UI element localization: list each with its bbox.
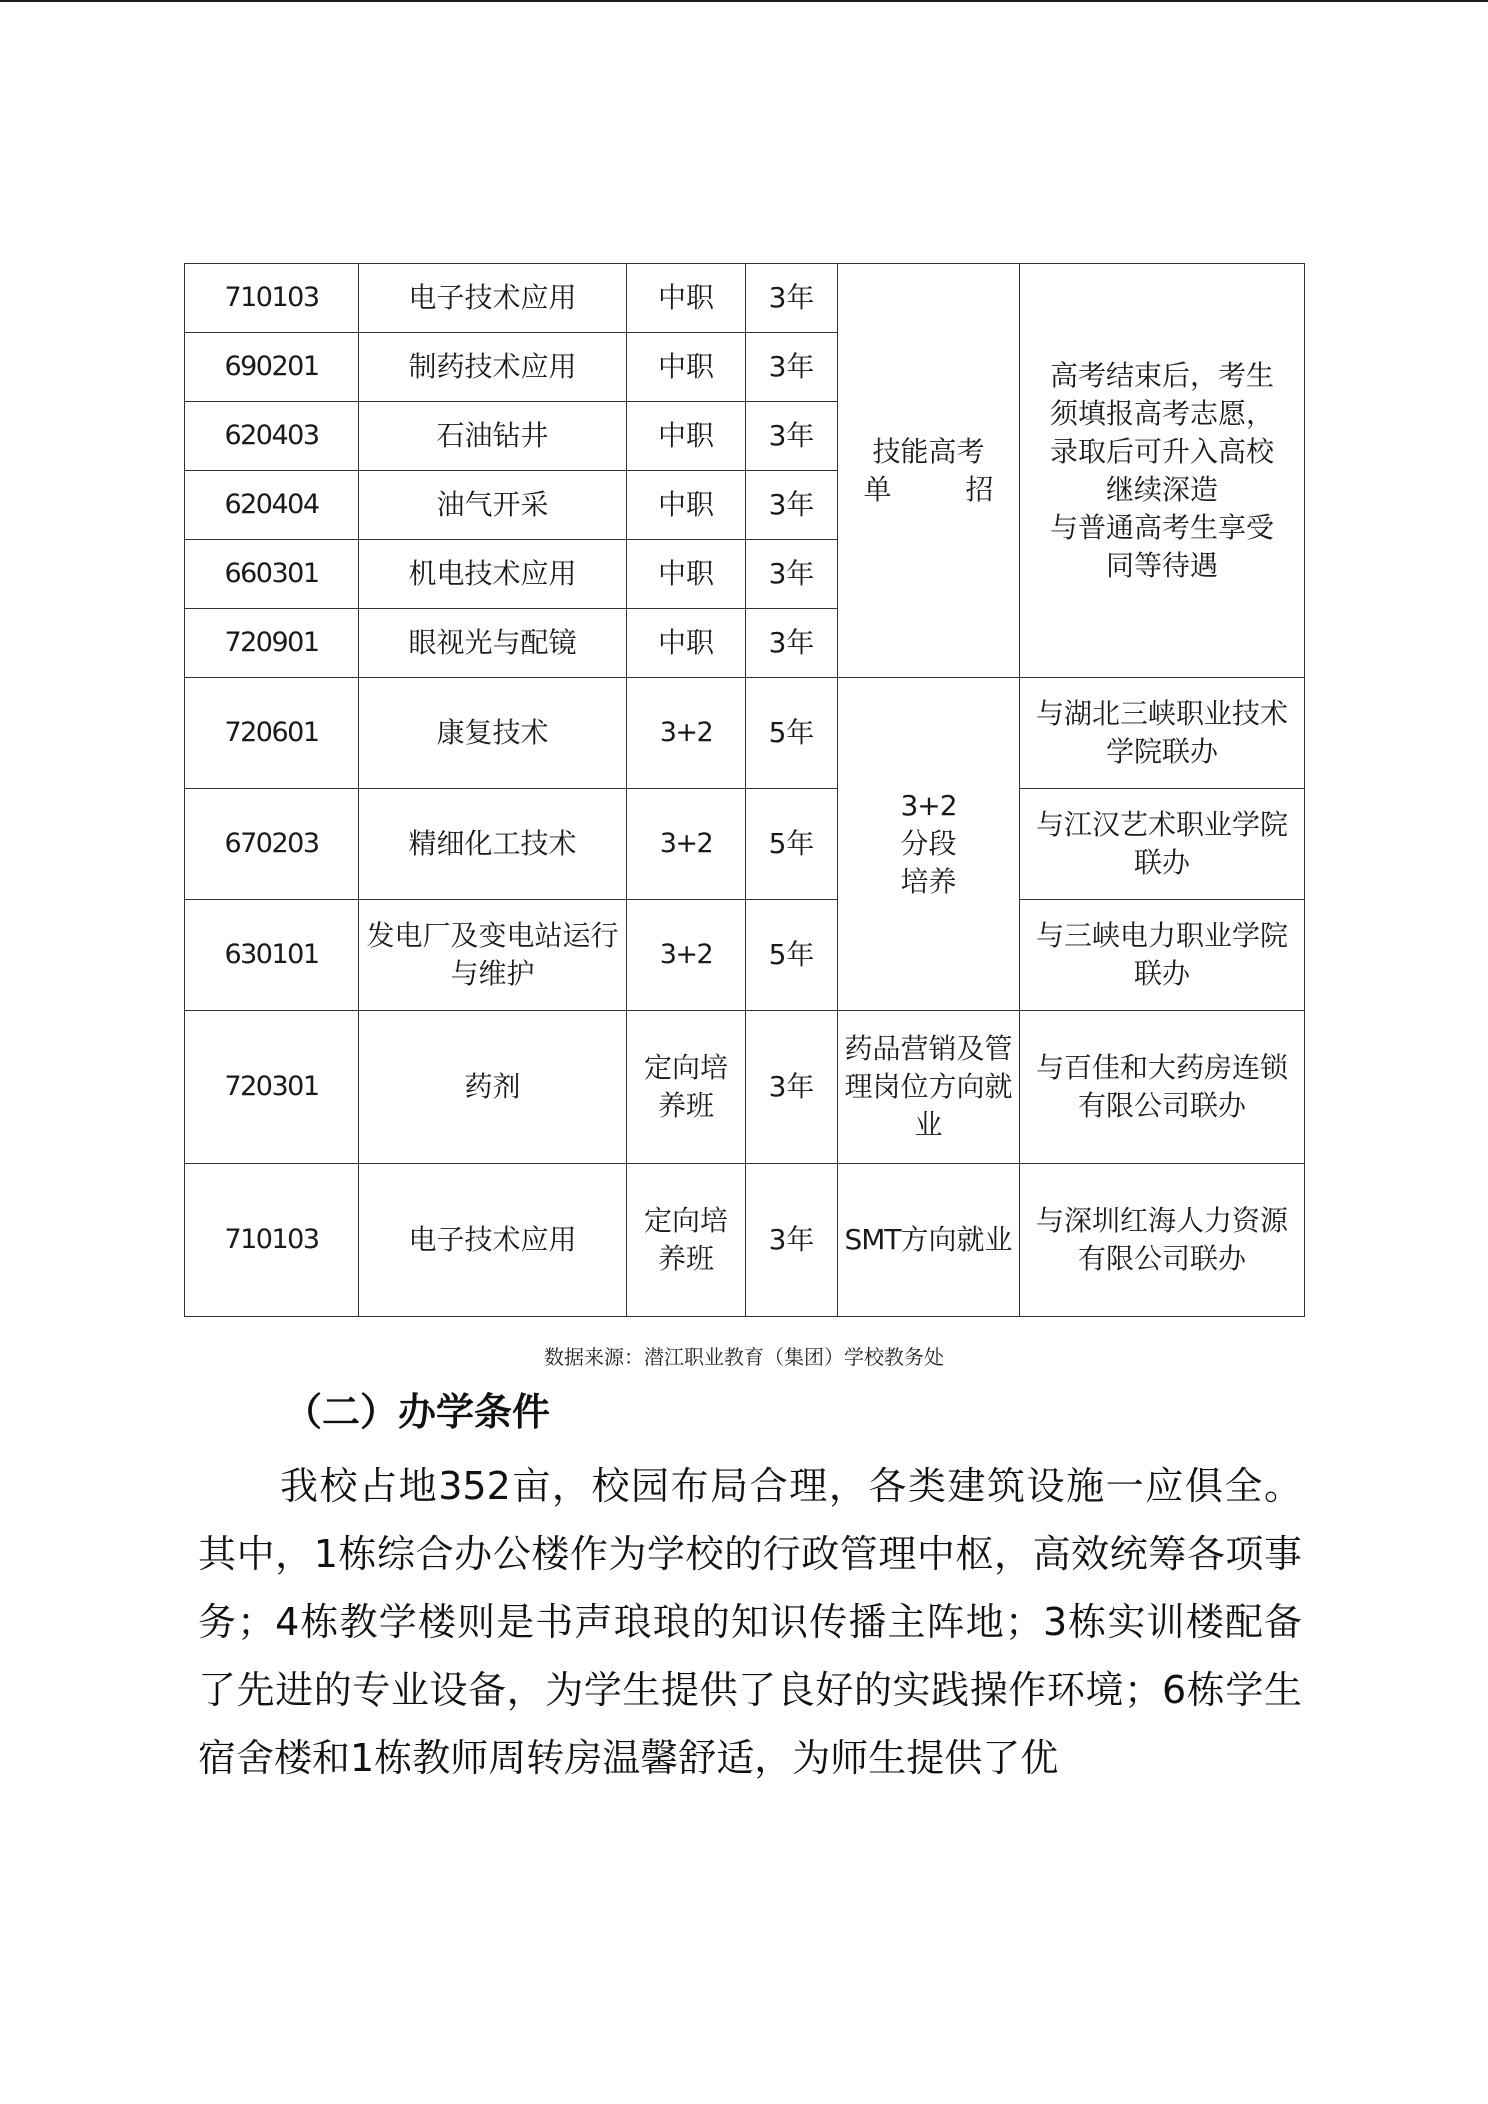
program-duration: 3年 [746,1164,838,1317]
section-heading: （二）办学条件 [284,1389,551,1434]
program-duration: 3年 [746,264,838,333]
major-name: 石油钻井 [359,402,627,471]
program-level: 定向培养班 [627,1011,746,1164]
program-duration: 3年 [746,609,838,678]
program-table [184,263,1305,1317]
major-code: 710103 [185,1164,359,1317]
major-code: 710103 [185,264,359,333]
table-row [185,1164,1305,1317]
major-name: 制药技术应用 [359,333,627,402]
major-name: 精细化工技术 [359,789,627,900]
major-name: 眼视光与配镜 [359,609,627,678]
program-note: 与江汉艺术职业学院联办 [1020,789,1305,900]
program-level: 中职 [627,609,746,678]
admission-path-line: 培养 [900,865,957,898]
program-duration: 5年 [746,678,838,789]
program-level: 中职 [627,333,746,402]
note-line: 同等待遇 [1105,548,1218,582]
admission-path [838,264,1020,678]
data-source-note: 数据来源：潜江职业教育（集团）学校教务处 [544,1345,944,1369]
program-level: 中职 [627,540,746,609]
program-note: 与三峡电力职业学院联办 [1020,900,1305,1011]
table-row [185,264,1305,333]
admission-path: SMT方向就业 [838,1164,1020,1317]
note-line: 录取后可升入高校 [1049,434,1274,468]
admission-path: 药品营销及管理岗位方向就业 [838,1011,1020,1164]
program-duration: 5年 [746,789,838,900]
program-note: 与深圳红海人力资源有限公司联办 [1020,1164,1305,1317]
major-name: 电子技术应用 [359,264,627,333]
major-code: 720301 [185,1011,359,1164]
major-name: 机电技术应用 [359,540,627,609]
program-level: 3+2 [627,789,746,900]
major-name: 发电厂及变电站运行与维护 [359,900,627,1011]
note-line: 高考结束后，考生 [1049,358,1274,392]
program-duration: 5年 [746,900,838,1011]
top-border-line [0,0,1488,2]
admission-path-line: 单 招 [863,472,994,506]
major-code: 670203 [185,789,359,900]
major-code: 720601 [185,678,359,789]
note-line: 须填报高考志愿， [1049,396,1274,430]
table-row [185,900,1305,1011]
admission-path [838,678,1020,1011]
program-note: 与湖北三峡职业技术学院联办 [1020,678,1305,789]
major-code: 660301 [185,540,359,609]
program-level: 中职 [627,471,746,540]
major-name: 药剂 [359,1011,627,1164]
table-row [185,789,1305,900]
program-level: 3+2 [627,900,746,1011]
admission-path-line: 分段 [900,827,957,860]
admission-path-line: 技能高考 [872,434,985,468]
table-row [185,678,1305,789]
admission-path-line: 3+2 [900,789,957,822]
major-name: 油气开采 [359,471,627,540]
program-level: 定向培养班 [627,1164,746,1317]
note-line: 继续深造 [1105,472,1218,506]
program-note: 与百佳和大药房连锁有限公司联办 [1020,1011,1305,1164]
table-row [185,1011,1305,1164]
major-name: 康复技术 [359,678,627,789]
program-level: 3+2 [627,678,746,789]
program-duration: 3年 [746,333,838,402]
major-code: 720901 [185,609,359,678]
major-code: 620404 [185,471,359,540]
program-duration: 3年 [746,540,838,609]
program-duration: 3年 [746,471,838,540]
program-level: 中职 [627,402,746,471]
major-code: 630101 [185,900,359,1011]
major-name: 电子技术应用 [359,1164,627,1317]
major-code: 620403 [185,402,359,471]
program-note [1020,264,1305,678]
program-duration: 3年 [746,1011,838,1164]
note-line: 与普通高考生享受 [1049,510,1274,544]
body-paragraph: 我校占地352亩，校园布局合理，各类建筑设施一应俱全。其中，1栋综合办公楼作为学校的行政管理中枢，高效统筹各项事务；4栋教学楼则是书声琅琅的知识传播主阵地；3栋实训楼配备了先进的专业设备，为学生提供了良好的实践操作环境；6栋学生宿舍楼和1栋教师周转房温馨舒适，为师生提供了优 [198,1464,1302,1780]
major-code: 690201 [185,333,359,402]
program-duration: 3年 [746,402,838,471]
program-level: 中职 [627,264,746,333]
